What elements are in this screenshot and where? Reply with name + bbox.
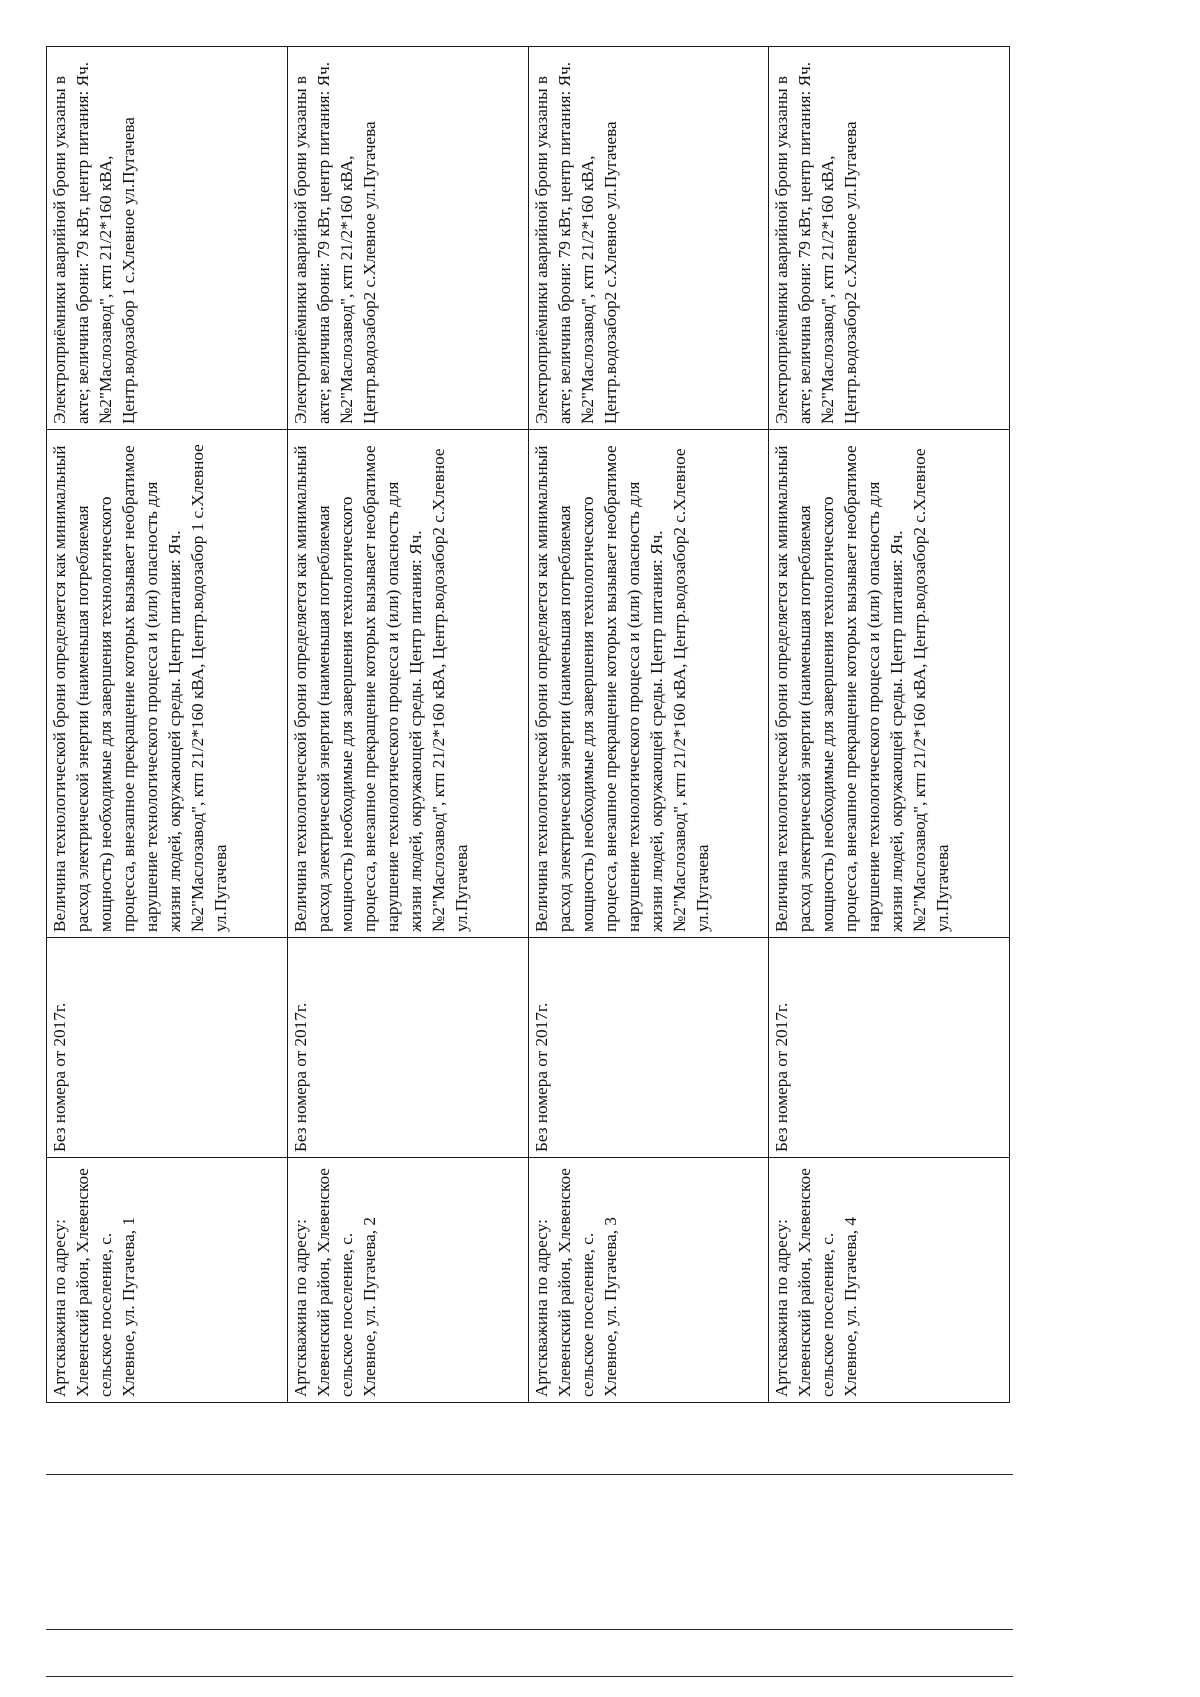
emergency-reserve-table <box>46 46 1010 1403</box>
object-address-cell: Артскважина по адресу: Хлевенский район, Хлевенское сельское поселение, с. Хлевное, ул. Пугачева, 1 <box>47 1158 288 1403</box>
act-date-cell: Без номера от 2017г. <box>528 938 769 1158</box>
act-date-cell: Без номера от 2017г. <box>287 938 528 1158</box>
table-row <box>528 47 769 1403</box>
emergency-reserve-cell: Электроприёмники аварийной брони указаны в акте; величина брони: 79 кВт, центр питания: Яч. №2"Маслозавод", ктп 21/2*160 кВА, Центр.водозабор2 с.Хлевное ул.Пугачева <box>287 47 528 430</box>
technological-reserve-cell: Величина технологической брони определяется как минимальный расход электрической энергии (наименьшая потребляемая мощность) необходимые для завершения технологического процесса, внезапное прекращение которых вызывает необратимое нарушение технологического процесса и (или) опасность для жизни людей, окружающей среды. Центр питания: Яч. №2"Маслозавод", ктп 21/2*160 кВА, Центр.водозабор 1 с.Хлевное ул.Пугачева <box>47 430 288 938</box>
act-date-cell: Без номера от 2017г. <box>769 938 1010 1158</box>
act-date-cell: Без номера от 2017г. <box>47 938 288 1158</box>
horizontal-rule <box>46 1629 1013 1630</box>
object-address-cell: Артскважина по адресу: Хлевенский район, Хлевенское сельское поселение, с. Хлевное, ул. Пугачева, 4 <box>769 1158 1010 1403</box>
technological-reserve-cell: Величина технологической брони определяется как минимальный расход электрической энергии (наименьшая потребляемая мощность) необходимые для завершения технологического процесса, внезапное прекращение которых вызывает необратимое нарушение технологического процесса и (или) опасность для жизни людей, окружающей среды. Центр питания: Яч. №2"Маслозавод", ктп 21/2*160 кВА, Центр.водозабор2 с.Хлевное ул.Пугачева <box>528 430 769 938</box>
horizontal-rule <box>46 1474 1013 1475</box>
table-row <box>287 47 528 1403</box>
object-address-cell: Артскважина по адресу: Хлевенский район, Хлевенское сельское поселение, с. Хлевное, ул. Пугачева, 2 <box>287 1158 528 1403</box>
emergency-reserve-cell: Электроприёмники аварийной брони указаны в акте; величина брони: 79 кВт, центр питания: Яч. №2"Маслозавод", ктп 21/2*160 кВА, Центр.водозабор2 с.Хлевное ул.Пугачева <box>528 47 769 430</box>
horizontal-rule <box>46 1676 1013 1677</box>
object-address-cell: Артскважина по адресу: Хлевенский район, Хлевенское сельское поселение, с. Хлевное, ул. Пугачева, 3 <box>528 1158 769 1403</box>
emergency-reserve-cell: Электроприёмники аварийной брони указаны в акте; величина брони: 79 кВт, центр питания: Яч. №2"Маслозавод", ктп 21/2*160 кВА, Центр.водозабор2 с.Хлевное ул.Пугачева <box>769 47 1010 430</box>
technological-reserve-cell: Величина технологической брони определяется как минимальный расход электрической энергии (наименьшая потребляемая мощность) необходимые для завершения технологического процесса, внезапное прекращение которых вызывает необратимое нарушение технологического процесса и (или) опасность для жизни людей, окружающей среды. Центр питания: Яч. №2"Маслозавод", ктп 21/2*160 кВА, Центр.водозабор2 с.Хлевное ул.Пугачева <box>769 430 1010 938</box>
emergency-reserve-cell: Электроприёмники аварийной брони указаны в акте; величина брони: 79 кВт, центр питания: Яч. №2"Маслозавод", ктп 21/2*160 кВА, Центр.водозабор 1 с.Хлевное ул.Пугачева <box>47 47 288 430</box>
table-row <box>769 47 1010 1403</box>
rotated-table-container <box>46 47 1010 1403</box>
technological-reserve-cell: Величина технологической брони определяется как минимальный расход электрической энергии (наименьшая потребляемая мощность) необходимые для завершения технологического процесса, внезапное прекращение которых вызывает необратимое нарушение технологического процесса и (или) опасность для жизни людей, окружающей среды. Центр питания: Яч. №2"Маслозавод", ктп 21/2*160 кВА, Центр.водозабор2 с.Хлевное ул.Пугачева <box>287 430 528 938</box>
table-row <box>47 47 288 1403</box>
